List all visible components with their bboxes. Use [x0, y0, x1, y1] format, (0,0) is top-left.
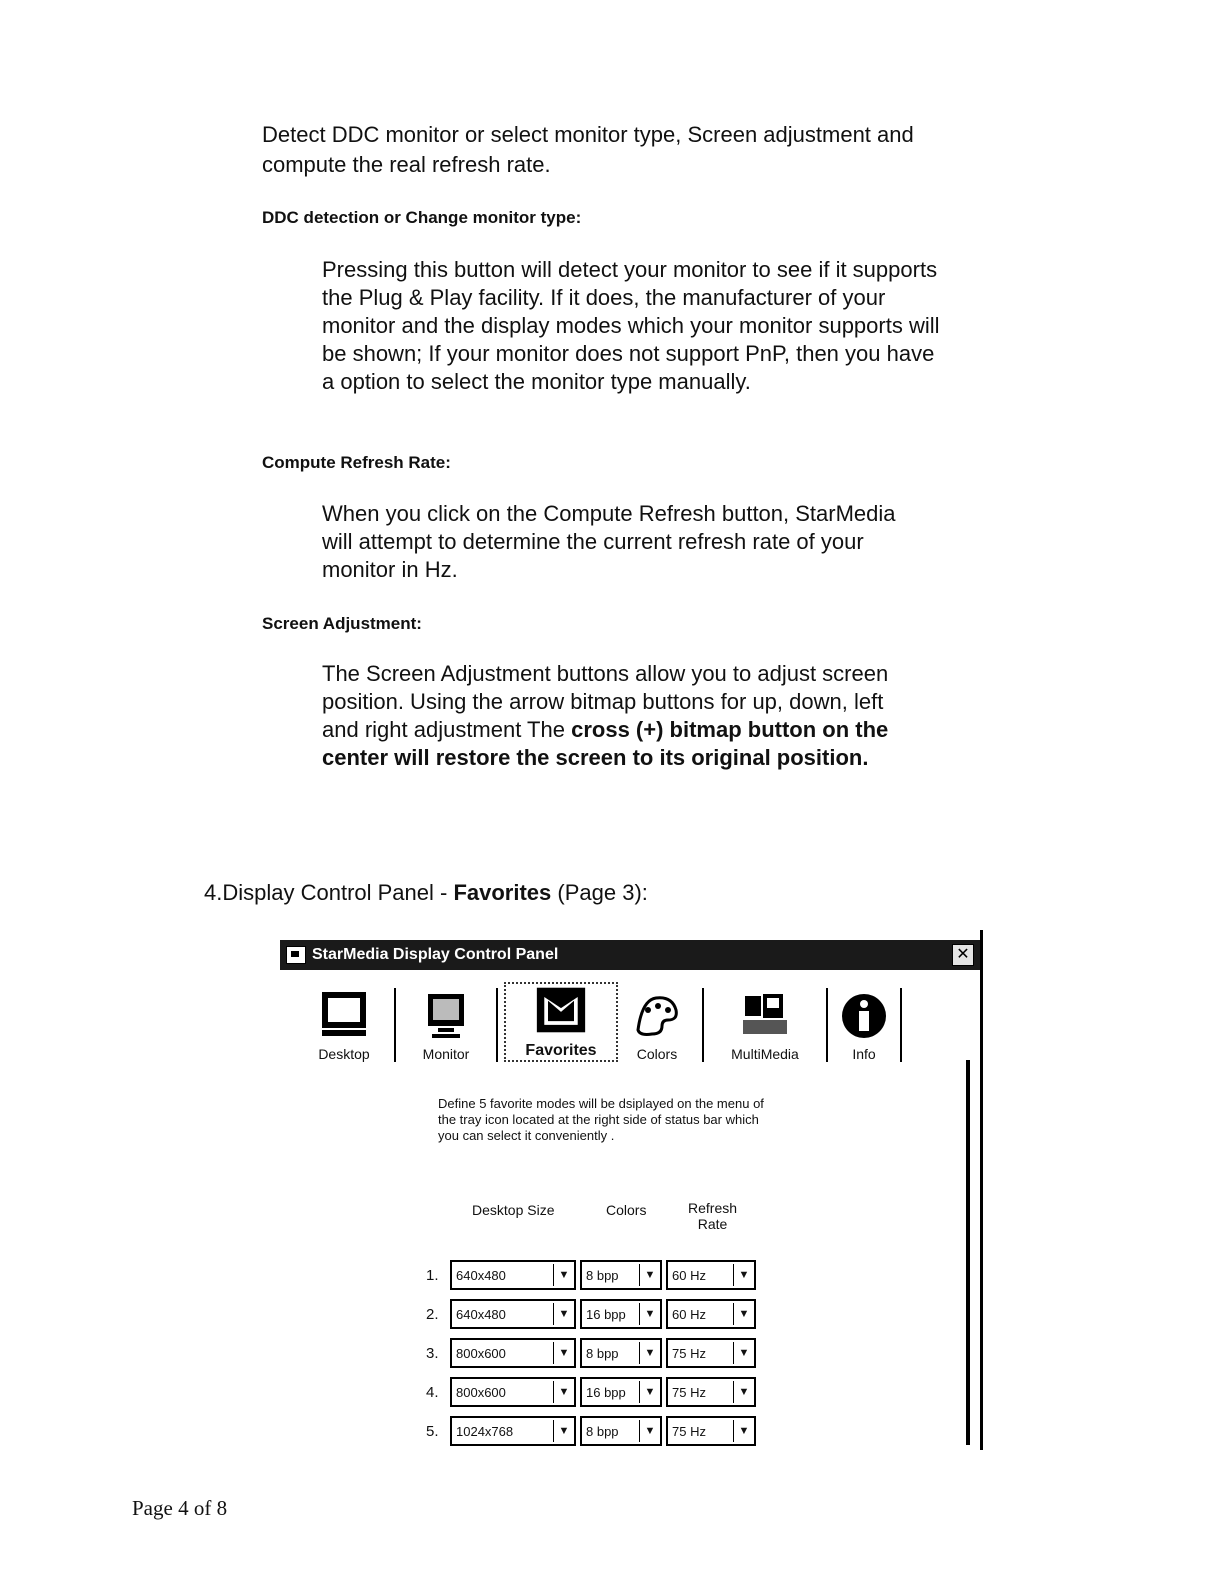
row-number: 2. [426, 1305, 439, 1323]
refresh-rate-value: 75 Hz [672, 1384, 706, 1400]
row-number: 5. [426, 1422, 439, 1440]
dropdown-arrow-icon: ▼ [553, 1303, 574, 1325]
tab-info[interactable] [834, 986, 894, 1062]
desktop-size-select[interactable] [450, 1416, 576, 1446]
favorites-folder-icon [531, 984, 591, 1036]
dropdown-arrow-icon: ▼ [639, 1264, 660, 1286]
desktop-size-select[interactable] [450, 1260, 576, 1290]
window-right-border [980, 930, 983, 1450]
colors-select[interactable] [580, 1299, 662, 1329]
dropdown-arrow-icon: ▼ [553, 1381, 574, 1403]
app-icon [286, 946, 306, 964]
section-title [204, 880, 648, 906]
favorite-row [426, 1416, 760, 1446]
favorite-row [426, 1260, 760, 1290]
window-title: StarMedia Display Control Panel [312, 946, 559, 963]
desktop-size-value: 800x600 [456, 1384, 506, 1400]
tab-multimedia[interactable] [710, 986, 820, 1062]
screen-adjustment-heading: Screen Adjustment: [262, 614, 422, 633]
tab-separator [496, 988, 498, 1062]
tab-separator [702, 988, 704, 1062]
control-panel-window [280, 940, 980, 1450]
column-desktop-size: Desktop Size [472, 1202, 555, 1218]
dropdown-arrow-icon: ▼ [733, 1381, 754, 1403]
tab-separator [900, 988, 902, 1062]
tab-colors-label: Colors [636, 1046, 678, 1062]
info-icon [840, 992, 888, 1040]
tab-monitor-label: Monitor [422, 1046, 470, 1062]
refresh-rate-value: 75 Hz [672, 1423, 706, 1439]
desktop-size-select[interactable] [450, 1299, 576, 1329]
tab-multimedia-label: MultiMedia [731, 1046, 799, 1062]
colors-value: 8 bpp [586, 1345, 619, 1361]
row-number: 3. [426, 1344, 439, 1362]
screen-adjustment-body [322, 660, 922, 772]
colors-value: 8 bpp [586, 1267, 619, 1283]
page-footer: Page 4 of 8 [132, 1496, 228, 1520]
tab-monitor[interactable] [402, 986, 490, 1062]
tab-separator [826, 988, 828, 1062]
dropdown-arrow-icon: ▼ [553, 1264, 574, 1286]
tab-bar [300, 982, 908, 1062]
ddc-heading: DDC detection or Change monitor type: [262, 208, 582, 227]
desktop-size-value: 1024x768 [456, 1423, 514, 1439]
column-refresh-line2: Rate [697, 1216, 728, 1232]
tab-favorites-label: Favorites [525, 1042, 597, 1059]
refresh-rate-value: 75 Hz [672, 1345, 706, 1361]
refresh-body: When you click on the Compute Refresh button, StarMedia will attempt to determine the current refresh rate of your monitor in Hz. [322, 501, 896, 582]
tab-colors[interactable] [618, 986, 696, 1062]
window-titlebar [280, 940, 980, 970]
section-suffix: (Page 3): [551, 880, 648, 905]
colors-value: 8 bpp [586, 1423, 619, 1439]
intro-paragraph: Detect DDC monitor or select monitor type, Screen adjustment and compute the real refresh rate. [262, 122, 914, 177]
dropdown-arrow-icon: ▼ [639, 1420, 660, 1442]
section-bold: Favorites [453, 880, 552, 905]
multimedia-icon [739, 990, 791, 1040]
dropdown-arrow-icon: ▼ [733, 1420, 754, 1442]
colors-select[interactable] [580, 1416, 662, 1446]
column-refresh-line1: Refresh [688, 1200, 738, 1216]
section-prefix: 4.Display Control Panel - [204, 880, 454, 905]
refresh-rate-value: 60 Hz [672, 1267, 706, 1283]
refresh-rate-value: 60 Hz [672, 1306, 706, 1322]
colors-value: 16 bpp [586, 1306, 626, 1322]
dropdown-arrow-icon: ▼ [553, 1420, 574, 1442]
refresh-rate-select[interactable] [666, 1260, 756, 1290]
tab-info-label: Info [852, 1046, 876, 1062]
tab-separator [394, 988, 396, 1062]
colors-select[interactable] [580, 1377, 662, 1407]
desktop-size-value: 800x600 [456, 1345, 506, 1361]
desktop-size-select[interactable] [450, 1377, 576, 1407]
ddc-body: Pressing this button will detect your monitor to see if it supports the Plug & Play facility. If it does, the manufacturer of your monitor and the display modes which your monitor supports will be shown; If your monitor does not support PnP, then you have a option to select the monitor type manually. [322, 257, 940, 394]
colors-select[interactable] [580, 1338, 662, 1368]
refresh-heading: Compute Refresh Rate: [262, 453, 451, 472]
colors-select[interactable] [580, 1260, 662, 1290]
monitor-icon [424, 992, 468, 1040]
desktop-size-value: 640x480 [456, 1267, 506, 1283]
favorite-row [426, 1338, 760, 1368]
tab-favorites[interactable] [504, 982, 618, 1062]
dropdown-arrow-icon: ▼ [639, 1342, 660, 1364]
refresh-rate-select[interactable] [666, 1338, 756, 1368]
dropdown-arrow-icon: ▼ [553, 1342, 574, 1364]
refresh-rate-select[interactable] [666, 1416, 756, 1446]
screen-adjustment-bold: cross (+) bitmap button on the center will restore the screen to its original position. [322, 717, 889, 770]
close-button[interactable]: ✕ [952, 944, 974, 966]
desktop-icon [318, 988, 370, 1040]
refresh-rate-select[interactable] [666, 1377, 756, 1407]
dropdown-arrow-icon: ▼ [733, 1342, 754, 1364]
favorite-row [426, 1299, 760, 1329]
dropdown-arrow-icon: ▼ [733, 1303, 754, 1325]
favorites-description: Define 5 favorite modes will be dsiplayed on the menu of the tray icon located at the right side of status bar which you can select it conveniently . [438, 1096, 764, 1143]
column-colors: Colors [606, 1202, 647, 1218]
palette-icon [632, 990, 682, 1040]
row-number: 1. [426, 1266, 439, 1284]
refresh-rate-select[interactable] [666, 1299, 756, 1329]
dropdown-arrow-icon: ▼ [733, 1264, 754, 1286]
dropdown-arrow-icon: ▼ [639, 1303, 660, 1325]
scroll-edge [966, 1060, 970, 1445]
tab-desktop-label: Desktop [318, 1046, 370, 1062]
desktop-size-select[interactable] [450, 1338, 576, 1368]
desktop-size-value: 640x480 [456, 1306, 506, 1322]
column-refresh-rate [688, 1200, 737, 1232]
colors-value: 16 bpp [586, 1384, 626, 1400]
favorite-row [426, 1377, 760, 1407]
dropdown-arrow-icon: ▼ [639, 1381, 660, 1403]
tab-desktop[interactable] [300, 986, 388, 1062]
row-number: 4. [426, 1383, 439, 1401]
screen-adjustment-plain: The Screen Adjustment buttons allow you to adjust screen position. Using the arrow bitmap buttons for up, down, left and right adjustment The [322, 661, 889, 742]
